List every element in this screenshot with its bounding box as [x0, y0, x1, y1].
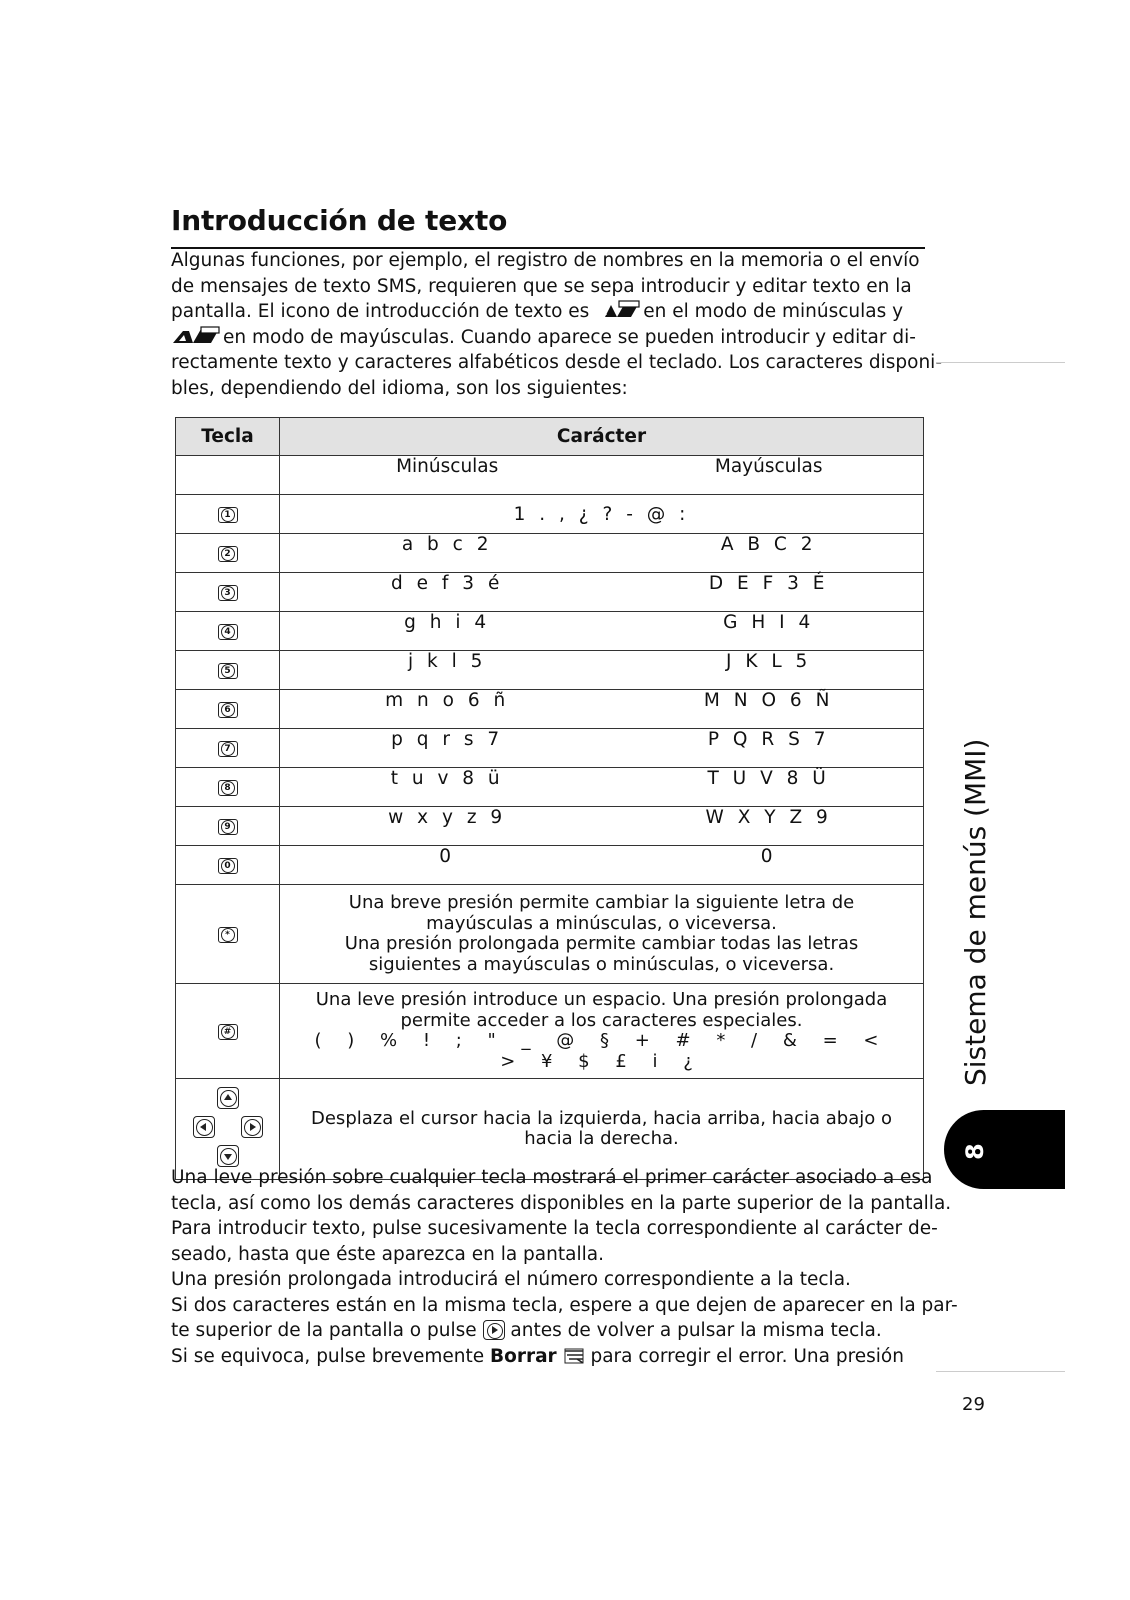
body-line: Una presión prolongada introducirá el número correspondiente a la tecla.: [171, 1269, 851, 1290]
table-row: [176, 729, 924, 768]
nav-right-icon: [241, 1116, 263, 1138]
key-9-icon: 9: [218, 819, 238, 835]
body-paragraph: [171, 1165, 958, 1369]
page-title: Introducción de texto: [171, 204, 508, 237]
lowercase-chars: a b c 2: [401, 534, 493, 555]
key-3-icon: 3: [218, 585, 238, 601]
uppercase-chars: P Q R S 7: [707, 729, 830, 750]
table-row: [176, 768, 924, 807]
body-line: seado, hasta que éste aparezca en la pantalla.: [171, 1243, 604, 1265]
row-characters: 1 . , ¿ ? - @ :: [280, 495, 924, 534]
intro-line: de mensajes de texto SMS, requieren que se sepa introducir y editar texto en la: [171, 275, 912, 297]
section-title-vertical: Sistema de menús (MMI): [959, 738, 992, 1086]
key-8-icon: 8: [218, 780, 238, 796]
table-row-hash: [176, 984, 924, 1079]
key-star-icon: *: [218, 927, 238, 943]
intro-line: pantalla. El icono de introducción de texto es en el modo de minúsculas y: [171, 301, 904, 322]
uppercase-chars: 0: [760, 846, 777, 867]
lowercase-chars: 0: [439, 846, 456, 867]
lowercase-chars: g h i 4: [404, 612, 491, 633]
nav-left-icon: [193, 1116, 215, 1138]
key-2-icon: 2: [218, 546, 238, 562]
uppercase-chars: T U V 8 Ü: [707, 768, 830, 789]
nav-up-icon: [217, 1087, 239, 1109]
key-character-table: [175, 417, 924, 1180]
intro-line: bles, dependiendo del idioma, son los siguientes:: [171, 377, 628, 399]
star-note-line: Una breve presión permite cambiar la siguiente letra de: [348, 892, 855, 913]
lowercase-chars: t u v 8 ü: [390, 768, 504, 789]
uppercase-chars: A B C 2: [720, 534, 817, 555]
special-characters: ( ) % ! ; " _ @ § + # * / & = < > ¥ $ £ i ¿: [314, 1030, 889, 1072]
intro-line: Algunas funciones, por ejemplo, el registro de nombres en la memoria o el envío: [171, 250, 920, 271]
star-note-line: Una presión prolongada permite cambiar todas las letras: [344, 933, 859, 954]
table-subheader-row: [176, 456, 924, 495]
table-row: [176, 495, 924, 534]
body-line: Una leve presión sobre cualquier tecla mostrará el primer carácter asociado a esa: [171, 1167, 933, 1188]
lowercase-chars: d e f 3 é: [391, 573, 504, 594]
table-row: [176, 690, 924, 729]
star-note-line: siguientes a mayúsculas o minúsculas, o viceversa.: [368, 953, 835, 975]
lowercase-mode-icon: [591, 299, 641, 319]
body-line: te superior de la pantalla o pulse antes de volver a pulsar la misma tecla.: [171, 1320, 882, 1341]
nav-down-icon: [217, 1145, 239, 1167]
intro-paragraph: [171, 248, 942, 401]
header-character: Carácter: [280, 418, 924, 456]
intro-line: en modo de mayúsculas. Cuando aparece se pueden introducir y editar di-: [171, 325, 931, 351]
key-0-icon: 0: [218, 858, 238, 874]
key-7-icon: 7: [218, 741, 238, 757]
hash-note-line: permite acceder a los caracteres especiales.: [400, 1009, 803, 1031]
body-line: Si dos caracteres están en la misma tecla, espere a que dejen de aparecer en la par-: [171, 1294, 958, 1316]
key-4-icon: 4: [218, 624, 238, 640]
body-line: Si se equivoca, pulse brevemente Borrar para corregir el error. Una presión: [171, 1345, 904, 1367]
nav-note-line: Desplaza el cursor hacia la izquierda, hacia arriba, hacia abajo o: [311, 1107, 892, 1129]
table-row: [176, 612, 924, 651]
intro-line: rectamente texto y caracteres alfabéticos desde el teclado. Los caracteres disponi-: [171, 352, 942, 373]
header-key: Tecla: [176, 418, 280, 456]
key-5-icon: 5: [218, 663, 238, 679]
lowercase-chars: m n o 6 ñ: [385, 690, 510, 711]
subheader-uppercase: Mayúsculas: [714, 456, 823, 477]
uppercase-chars: D E F 3 É: [708, 573, 829, 594]
table-row: [176, 534, 924, 573]
softkey-icon: [563, 1347, 585, 1365]
table-row: [176, 846, 924, 885]
body-line: tecla, así como los demás caracteres disponibles en la parte superior de la pantalla.: [171, 1192, 952, 1214]
lowercase-chars: j k l 5: [407, 651, 487, 672]
key-hash-icon: #: [218, 1024, 238, 1040]
table-header-row: [176, 418, 924, 456]
key-1-icon: 1: [218, 507, 238, 523]
navigation-keys-icon: [193, 1087, 263, 1171]
uppercase-chars: G H I 4: [723, 612, 815, 633]
chapter-number: 8: [961, 1143, 989, 1160]
lowercase-chars: p q r s 7: [391, 729, 504, 750]
lowercase-chars: w x y z 9: [388, 807, 507, 828]
star-note-line: mayúsculas a minúsculas, o viceversa.: [426, 912, 777, 934]
side-rule: [936, 1371, 1065, 1372]
key-6-icon: 6: [218, 702, 238, 718]
uppercase-mode-icon: [171, 325, 221, 345]
table-row: [176, 651, 924, 690]
nav-note-line: hacia la derecha.: [524, 1128, 679, 1149]
table-row-star: [176, 885, 924, 984]
hash-note-line: Una leve presión introduce un espacio. Una presión prolongada: [315, 989, 888, 1010]
uppercase-chars: W X Y Z 9: [705, 807, 832, 828]
table-row: [176, 807, 924, 846]
clear-softkey-label: Borrar: [490, 1345, 557, 1367]
uppercase-chars: J K L 5: [726, 651, 812, 672]
page-number: 29: [962, 1394, 985, 1415]
body-line: Para introducir texto, pulse sucesivamente la tecla correspondiente al carácter de-: [171, 1218, 938, 1239]
subheader-lowercase: Minúsculas: [396, 456, 499, 477]
right-arrow-key-icon: [483, 1320, 505, 1340]
uppercase-chars: M N O 6 Ñ: [703, 690, 834, 711]
side-rule: [936, 362, 1065, 363]
table-row: [176, 573, 924, 612]
